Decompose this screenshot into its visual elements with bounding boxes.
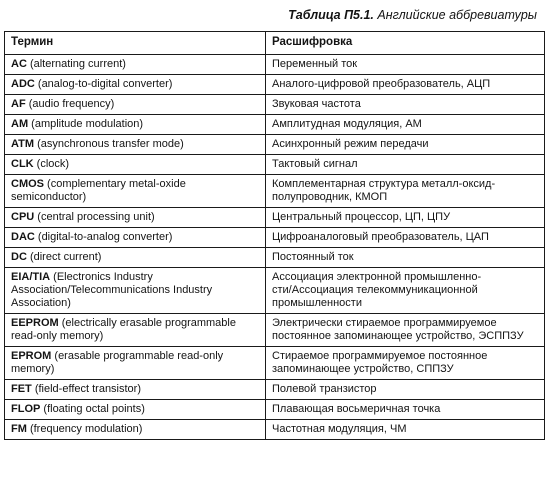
term-abbreviation: CMOS: [11, 178, 44, 190]
term-abbreviation: DAC: [11, 231, 35, 243]
header-row: [5, 32, 545, 55]
term-abbreviation: EEPROM: [11, 317, 59, 329]
table-row: [5, 248, 545, 268]
table-row: [5, 155, 545, 175]
table-row: [5, 400, 545, 420]
term-cell: [5, 155, 266, 175]
meaning-cell: Ассоциация электронной промышленно- сти/Ассоциация телекоммуникационной промышленности: [266, 268, 545, 314]
table-row: [5, 228, 545, 248]
meaning-cell: Асинхронный режим передачи: [266, 135, 545, 155]
term-abbreviation: EIA/TIA: [11, 271, 51, 283]
meaning-cell: Амплитудная модуляция, AM: [266, 115, 545, 135]
term-expansion: (floating octal points): [40, 403, 145, 415]
term-expansion: (direct current): [26, 251, 102, 263]
meaning-cell: Центральный процессор, ЦП, ЦПУ: [266, 208, 545, 228]
table-row: [5, 175, 545, 208]
meaning-cell: Переменный ток: [266, 55, 545, 75]
term-abbreviation: ATM: [11, 138, 35, 150]
term-cell: [5, 115, 266, 135]
meaning-cell: Полевой транзистор: [266, 380, 545, 400]
term-abbreviation: CLK: [11, 158, 34, 170]
meaning-cell: Тактовый сигнал: [266, 155, 545, 175]
table-row: [5, 268, 545, 314]
term-cell: [5, 400, 266, 420]
table-row: [5, 55, 545, 75]
term-abbreviation: DC: [11, 251, 27, 263]
term-expansion: (analog-to-digital converter): [34, 78, 173, 90]
table-row: [5, 347, 545, 380]
term-abbreviation: EPROM: [11, 350, 52, 362]
term-abbreviation: ADC: [11, 78, 35, 90]
term-expansion: (frequency modulation): [26, 423, 143, 435]
term-cell: [5, 95, 266, 115]
abbreviations-table: [4, 31, 545, 440]
term-cell: [5, 175, 266, 208]
term-expansion: (field-effect transistor): [31, 383, 142, 395]
meaning-cell: Звуковая частота: [266, 95, 545, 115]
term-cell: [5, 420, 266, 440]
meaning-cell: Комплементарная структура металл-оксид- полупроводник, КМОП: [266, 175, 545, 208]
meaning-cell: Стираемое программируемое постоянное запоминающее устройство, СППЗУ: [266, 347, 545, 380]
term-abbreviation: FLOP: [11, 403, 41, 415]
term-cell: [5, 208, 266, 228]
table-row: [5, 135, 545, 155]
term-cell: [5, 75, 266, 95]
term-expansion: (central processing unit): [34, 211, 155, 223]
table-row: [5, 380, 545, 400]
term-cell: [5, 228, 266, 248]
term-cell: [5, 135, 266, 155]
term-expansion: (complementary metal-oxide semiconductor): [11, 178, 186, 203]
term-expansion: (amplitude modulation): [28, 118, 144, 130]
table-body: [5, 55, 545, 440]
term-expansion: (digital-to-analog converter): [34, 231, 173, 243]
term-expansion: (electrically erasable programmable read-only memory): [11, 317, 236, 342]
meaning-cell: Аналого-цифровой преобразователь, АЦП: [266, 75, 545, 95]
term-expansion: (Electronics Industry Association/Telecommunications Industry Association): [11, 271, 213, 309]
table-row: [5, 420, 545, 440]
table-caption: [288, 8, 537, 22]
term-expansion: (clock): [33, 158, 70, 170]
table-row: [5, 314, 545, 347]
header-term: Термин: [5, 32, 266, 55]
meaning-cell: Электрически стираемое программируемое постоянное запоминающее устройство, ЭСППЗУ: [266, 314, 545, 347]
table-row: [5, 115, 545, 135]
term-cell: [5, 380, 266, 400]
table-row: [5, 208, 545, 228]
term-expansion: (erasable programmable read-only memory): [11, 350, 224, 375]
term-cell: [5, 55, 266, 75]
meaning-cell: Плавающая восьмеричная точка: [266, 400, 545, 420]
term-cell: [5, 268, 266, 314]
term-abbreviation: CPU: [11, 211, 35, 223]
term-abbreviation: AM: [11, 118, 29, 130]
meaning-cell: Частотная модуляция, ЧМ: [266, 420, 545, 440]
term-expansion: (audio frequency): [25, 98, 115, 110]
header-meaning: Расшифровка: [266, 32, 545, 55]
term-cell: [5, 314, 266, 347]
term-expansion: (alternating current): [26, 58, 126, 70]
term-cell: [5, 248, 266, 268]
table-number: Таблица П5.1.: [288, 8, 374, 22]
term-cell: [5, 347, 266, 380]
term-expansion: (asynchronous transfer mode): [34, 138, 184, 150]
term-abbreviation: FET: [11, 383, 32, 395]
meaning-cell: Постоянный ток: [266, 248, 545, 268]
term-abbreviation: FM: [11, 423, 27, 435]
table-title: Английские аббревиатуры: [373, 8, 537, 22]
table-row: [5, 95, 545, 115]
table-row: [5, 75, 545, 95]
term-abbreviation: AC: [11, 58, 27, 70]
term-abbreviation: AF: [11, 98, 26, 110]
meaning-cell: Цифроаналоговый преобразователь, ЦАП: [266, 228, 545, 248]
